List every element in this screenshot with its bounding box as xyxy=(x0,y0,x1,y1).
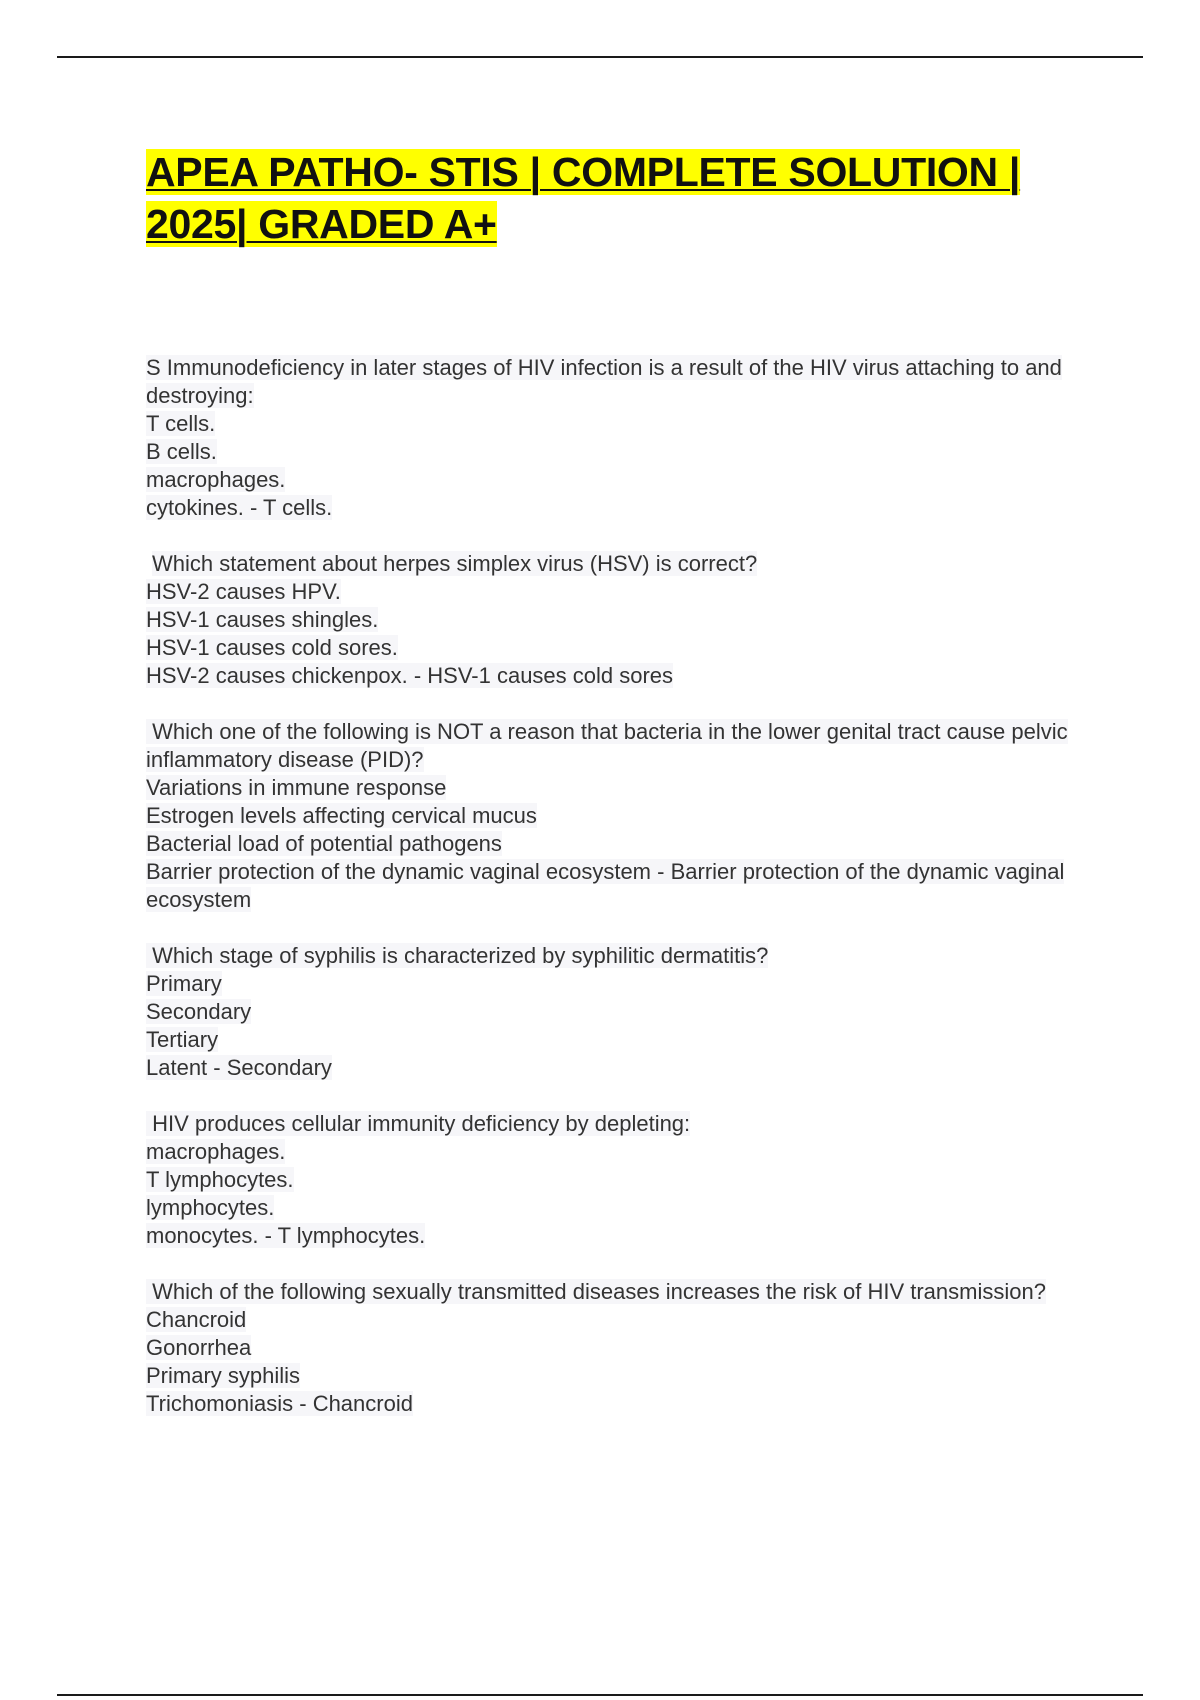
option: Secondary xyxy=(146,999,252,1024)
option-with-answer: cytokines. - T cells. xyxy=(146,495,333,520)
option: Variations in immune response xyxy=(146,775,447,800)
option-with-answer: Barrier protection of the dynamic vaginal ecosystem - Barrier protection of the dynamic vaginal ecosystem xyxy=(146,859,1065,912)
answer-text: T cells. xyxy=(262,495,333,520)
option: Chancroid xyxy=(146,1307,247,1332)
option-with-answer: HSV-2 causes chickenpox. - HSV-1 causes cold sores xyxy=(146,663,674,688)
question-text: Which one of the following is NOT a reason that bacteria in the lower genital tract cause pelvic inflammatory disease (PID)? xyxy=(146,719,1068,772)
option: Tertiary xyxy=(146,1027,219,1052)
option-text: HSV-2 causes chickenpox. xyxy=(146,663,408,688)
document-title: APEA PATHO- STIS | COMPLETE SOLUTION | 2025| GRADED A+ xyxy=(146,149,1021,247)
bottom-rule xyxy=(57,1694,1143,1696)
answer-text: T lymphocytes. xyxy=(277,1223,426,1248)
option: Estrogen levels affecting cervical mucus xyxy=(146,803,537,828)
option: Gonorrhea xyxy=(146,1335,252,1360)
option-text: Barrier protection of the dynamic vaginal ecosystem xyxy=(146,859,652,884)
option: Bacterial load of potential pathogens xyxy=(146,831,502,856)
option: T cells. xyxy=(146,411,216,436)
question-text: HIV produces cellular immunity deficiency by depleting: xyxy=(146,1110,1086,1138)
option-text: Trichomoniasis xyxy=(146,1391,294,1416)
option: lymphocytes. xyxy=(146,1195,275,1220)
option: HSV-1 causes cold sores. xyxy=(146,635,398,660)
qa-item-3 xyxy=(146,718,1086,914)
answer-text: HSV-1 causes cold sores xyxy=(427,663,674,688)
question-text: Which statement about herpes simplex virus (HSV) is correct? xyxy=(152,551,758,576)
answer-text: Barrier protection of the dynamic vaginal ecosystem xyxy=(146,859,1065,912)
qa-item-6 xyxy=(146,1278,1086,1418)
top-rule xyxy=(57,56,1143,58)
option-text: Latent xyxy=(146,1055,208,1080)
option: HSV-1 causes shingles. xyxy=(146,607,379,632)
qa-item-5 xyxy=(146,1110,1086,1250)
option: Primary xyxy=(146,971,222,996)
question-text: S Immunodeficiency in later stages of HIV infection is a result of the HIV virus attaching to and destroying: xyxy=(146,355,1062,408)
answer-text: Secondary xyxy=(226,1055,332,1080)
document-body xyxy=(146,146,1086,1446)
option-with-answer: Latent - Secondary xyxy=(146,1055,332,1080)
option: Primary syphilis xyxy=(146,1363,301,1388)
option-with-answer: Trichomoniasis - Chancroid xyxy=(146,1391,413,1416)
qa-item-4 xyxy=(146,942,1086,1082)
option-with-answer: monocytes. - T lymphocytes. xyxy=(146,1223,426,1248)
answer-text: Chancroid xyxy=(312,1391,413,1416)
option-text: monocytes. xyxy=(146,1223,259,1248)
option-text: cytokines. xyxy=(146,495,244,520)
question-text: Which stage of syphilis is characterized by syphilitic dermatitis? xyxy=(146,942,1086,970)
qa-item-1 xyxy=(146,354,1086,522)
question-text: Which of the following sexually transmitted diseases increases the risk of HIV transmission? xyxy=(146,1278,1086,1306)
qa-item-2 xyxy=(146,550,1086,690)
option: HSV-2 causes HPV. xyxy=(146,579,341,604)
qa-list xyxy=(146,354,1086,1418)
option: macrophages. xyxy=(146,1139,286,1164)
option: B cells. xyxy=(146,439,217,464)
option: macrophages. xyxy=(146,467,286,492)
option: T lymphocytes. xyxy=(146,1167,294,1192)
